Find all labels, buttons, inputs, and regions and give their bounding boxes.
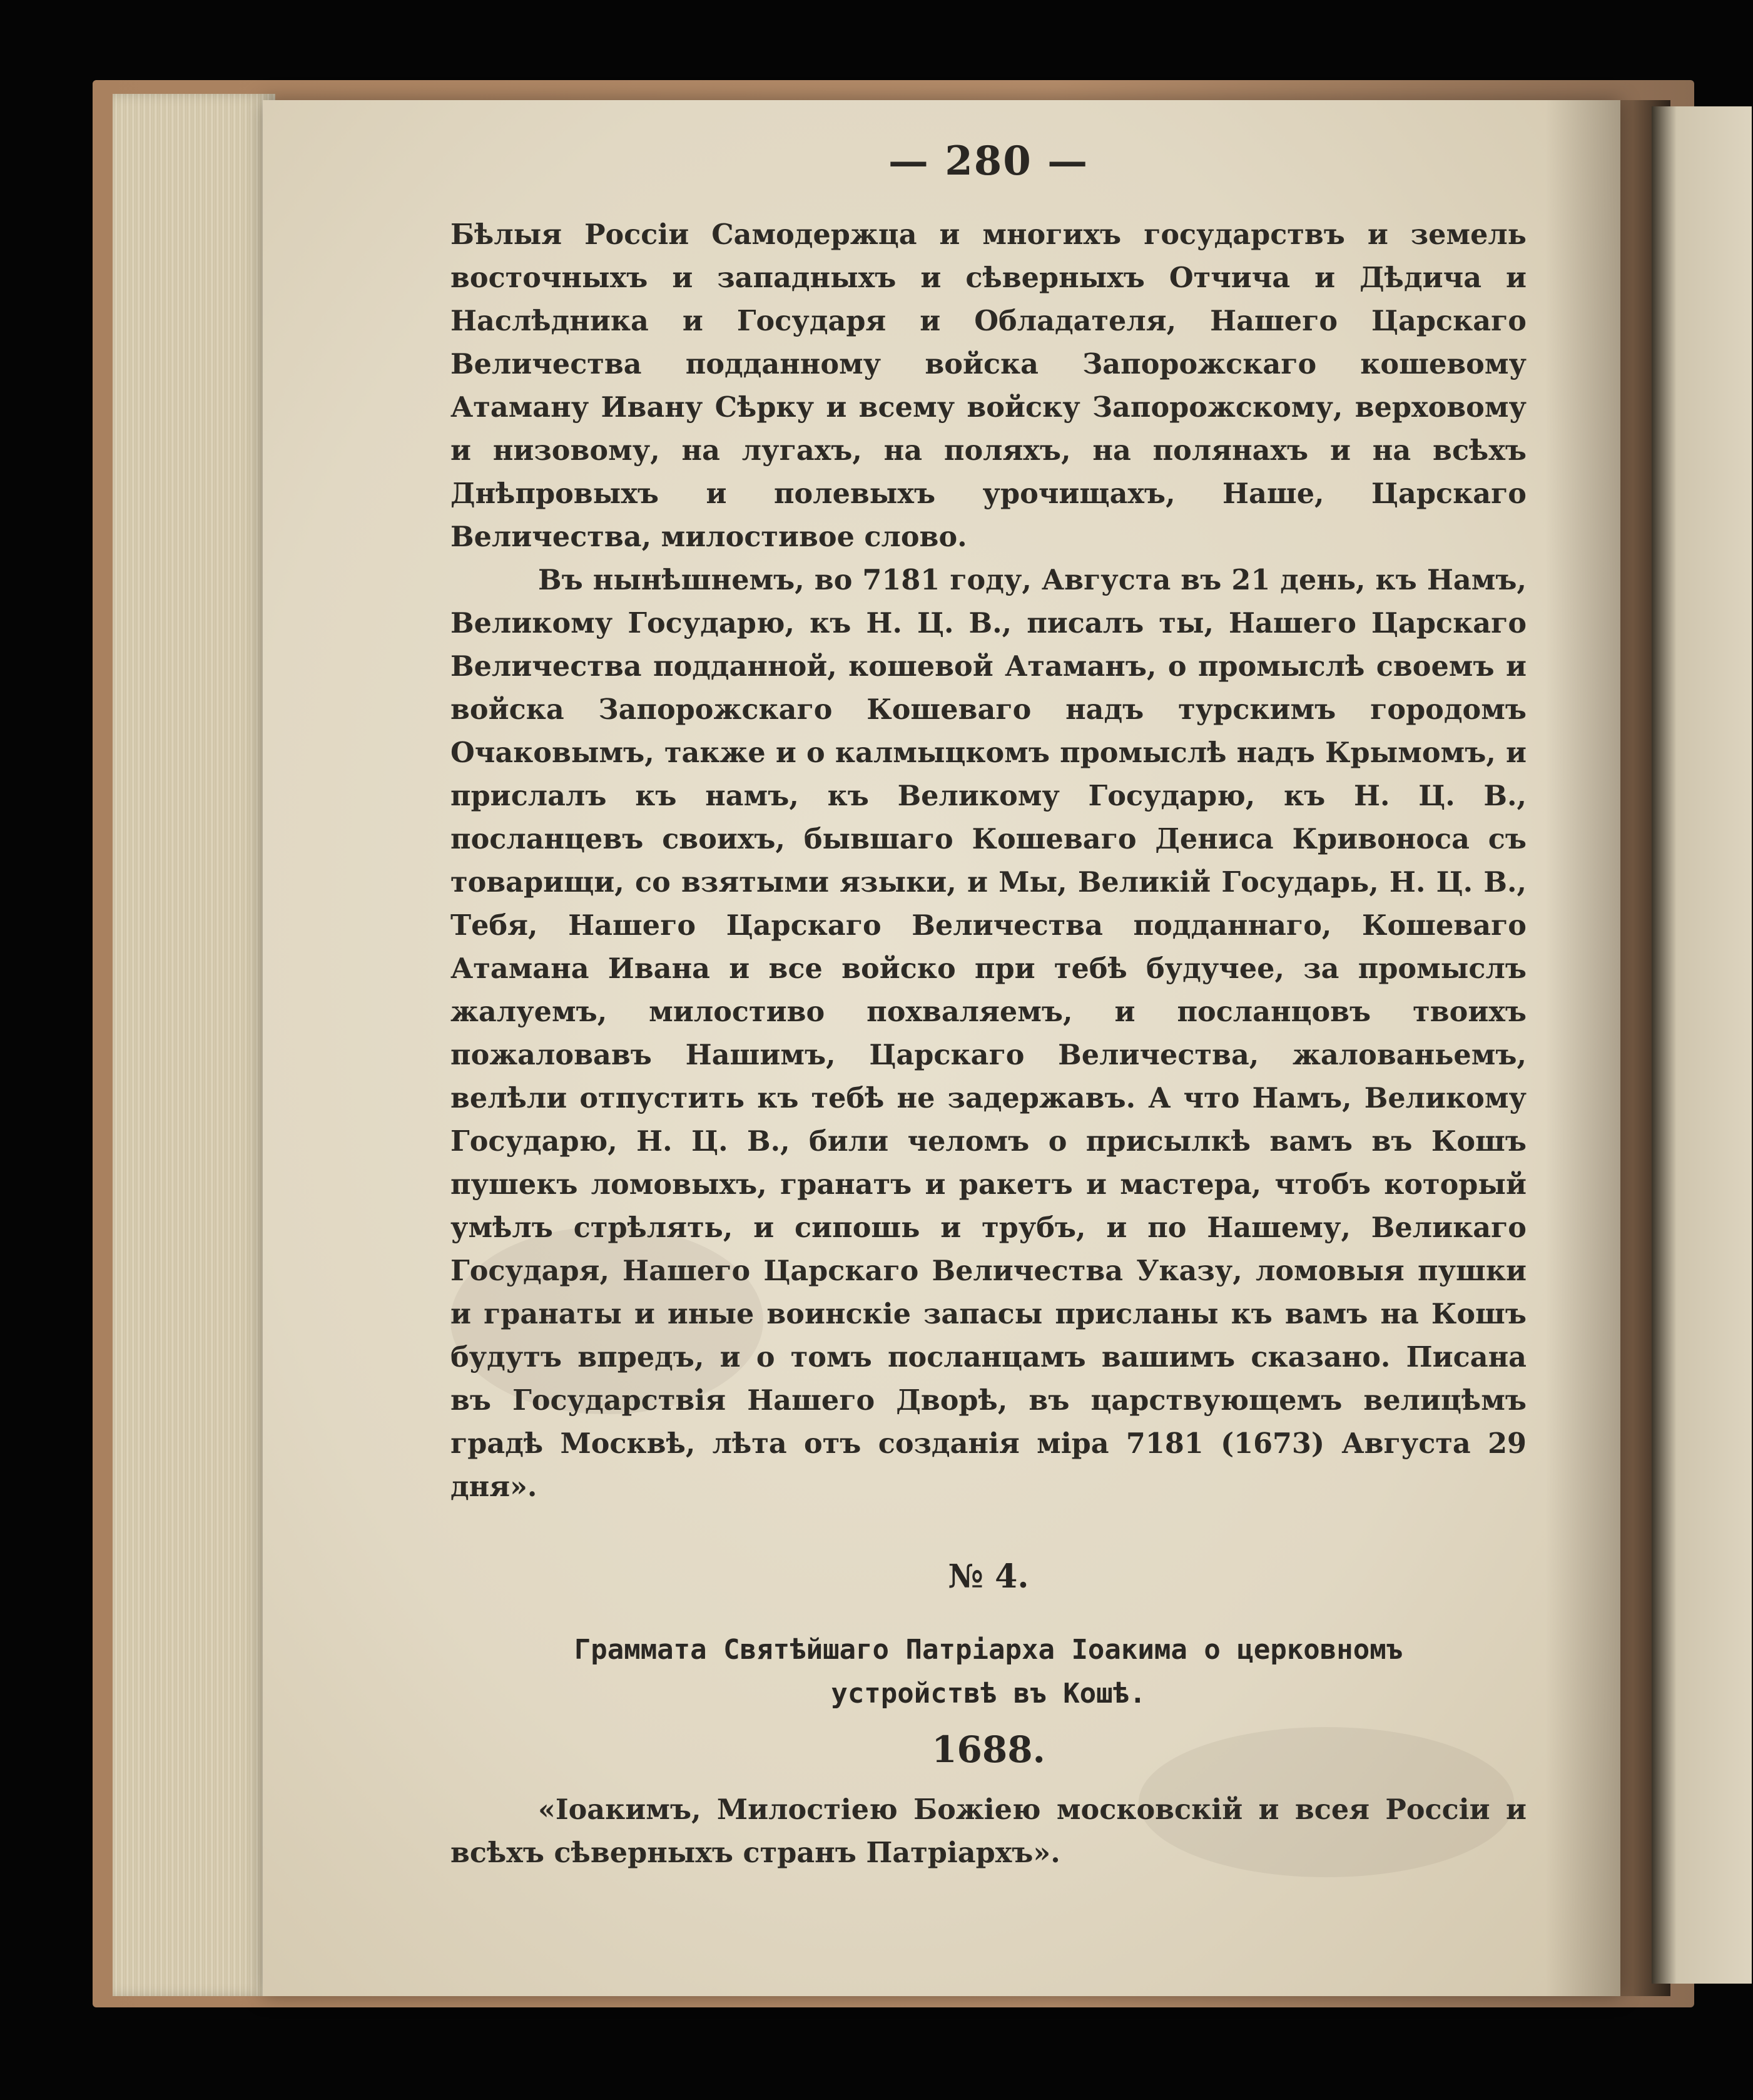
paragraph: «Іоакимъ, Милостiею Божіею московскій и всея Россіи и всѣхъ сѣверныхъ странъ Патріархъ». — [450, 1793, 1527, 1869]
document-number: № 4. — [948, 1557, 1029, 1596]
page-edges — [113, 94, 275, 1996]
document-year: 1688. — [932, 1728, 1045, 1771]
page-content — [450, 138, 1527, 1875]
document-opening — [450, 1788, 1527, 1875]
document-title — [450, 1628, 1527, 1716]
facing-page-edge — [1652, 106, 1752, 1984]
paragraph: Въ нынѣшнемъ, во 7181 году, Августа въ 21 день, къ Намъ, Великому Государю, къ Н. Ц. В., писалъ ты, Нашего Царскаго Величества подданной, кошевой Атаманъ, о промыслѣ своемъ и войска Запорожскаго Кошеваго надъ турскимъ городомъ Очаковымъ, также и о калмыцкомъ промыслѣ надъ Крымомъ, и прислалъ къ намъ, къ Великому Государю, къ Н. Ц. В., посланцевъ своихъ, бывшаго Кошеваго Дениса Кривоноса съ товарищи, со взятыми языки, и Мы, Великій Государь, Н. Ц. В., Тебя, Нашего Царскаго Величества подданнаго, Кошеваго Атамана Ивана и все войско при тебѣ будучее, за промыслъ жалуемъ, милостиво похваляемъ, и посланцовъ твоихъ пожаловавъ Нашимъ, Царскаго Величества, жалованьемъ, велѣли отпустить къ тебѣ не задержавъ. А что Намъ, Великому Государю, Н. Ц. В., били челомъ о присылкѣ вамъ въ Кошъ пушекъ ломовыхъ, гранатъ и ракетъ и мастера, чтобъ который умѣлъ стрѣлять, и сипошь и трубъ, и по Нашему, Великаго Государя, Нашего Царскаго Величества Указу, ломовыя пушки и гранаты и иные воинскіе запасы присланы къ вамъ на Кошъ будутъ впредъ, и о томъ посланцамъ вашимъ сказано. Писана въ Государствія Нашего Дворѣ, въ царствующемъ велицѣмъ градѣ Москвѣ, лѣта отъ созданія міра 7181 (1673) Августа 29 дня». — [450, 564, 1527, 1503]
page-number: — 280 — — [888, 138, 1089, 185]
paragraph: Бѣлыя Россіи Самодержца и многихъ государствъ и земель восточныхъ и западныхъ и сѣверныхъ Отчича и Дѣдича и Наслѣдника и Государя и Обладателя, Нашего Царскаго Величества подданному войска Запорожскаго кошевому Атаману Ивану Сѣрку и всему войску Запорожскому, верховому и низовому, на лугахъ, на поляхъ, на полянахъ и на всѣхъ Днѣпровыхъ и полевыхъ урочищахъ, Наше, Царскаго Величества, милостивое слово. — [450, 218, 1527, 553]
document-title-line: устройствѣ въ Кошѣ. — [831, 1678, 1146, 1710]
document-title-line: Граммата Святѣйшаго Патріарха Іоакима о церковномъ — [574, 1634, 1403, 1666]
body-text — [450, 213, 1527, 1509]
